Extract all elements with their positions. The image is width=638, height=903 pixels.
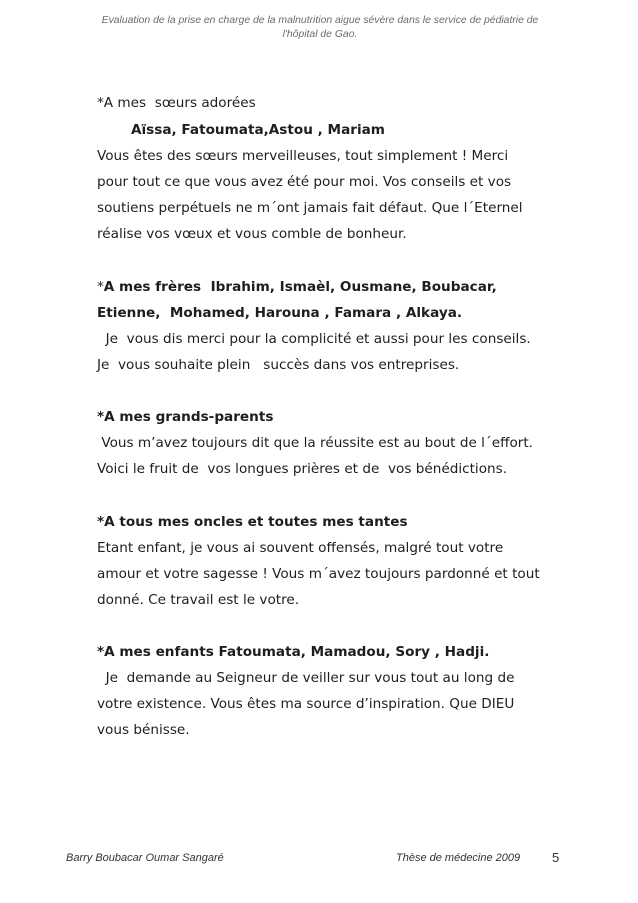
section-heading-freres: *A mes frères Ibrahim, Ismaèl, Ousmane, Boubacar, xyxy=(97,279,497,295)
page-number: 5 xyxy=(552,850,560,865)
footer-author: Barry Boubacar Oumar Sangaré xyxy=(66,852,224,864)
freres-text-line: Je vous souhaite plein succès dans vos entreprises. xyxy=(97,357,460,373)
soeurs-text-line: Vous êtes des sœurs merveilleuses, tout simplement ! Merci xyxy=(97,148,509,164)
enfants-text-line: Je demande au Seigneur de veiller sur vous tout au long de xyxy=(97,670,515,686)
soeurs-text-line: soutiens perpétuels ne m´ont jamais fait défaut. Que l´Eternel xyxy=(97,200,523,216)
page-header xyxy=(70,14,570,42)
freres-text-line: Je vous dis merci pour la complicité et aussi pour les conseils. xyxy=(97,331,531,347)
soeurs-text-line: pour tout ce que vous avez été pour moi. Vos conseils et vos xyxy=(97,174,512,190)
section-heading-oncles: *A tous mes oncles et toutes mes tantes xyxy=(97,514,408,530)
oncles-text-line: amour et votre sagesse ! Vous m´avez toujours pardonné et tout xyxy=(97,566,540,582)
footer-thesis: Thèse de médecine 2009 xyxy=(396,852,521,864)
soeurs-text-line: réalise vos vœux et vous comble de bonheur. xyxy=(97,226,407,242)
header-line-2: l'hôpital de Gao. xyxy=(282,29,358,40)
enfants-text-line: vous bénisse. xyxy=(97,722,190,738)
header-line-1: Evaluation de la prise en charge de la malnutrition aigue sévère dans le service de pédiatrie de xyxy=(101,15,539,26)
section-heading-enfants: *A mes enfants Fatoumata, Mamadou, Sory , Hadji. xyxy=(97,644,490,660)
section-heading-soeurs: *A mes sœurs adorées xyxy=(97,95,256,111)
section-heading-grands-parents: *A mes grands-parents xyxy=(97,409,274,425)
grands-parents-text-line: Voici le fruit de vos longues prières et de vos bénédictions. xyxy=(97,461,508,477)
oncles-text-line: Etant enfant, je vous ai souvent offensés, malgré tout votre xyxy=(97,540,504,556)
enfants-text-line: votre existence. Vous êtes ma source d’inspiration. Que DIEU xyxy=(97,696,515,712)
freres-heading-line-2: Etienne, Mohamed, Harouna , Famara , Alkaya. xyxy=(97,305,463,321)
oncles-text-line: donné. Ce travail est le votre. xyxy=(97,592,300,608)
soeurs-names: Aïssa, Fatoumata,Astou , Mariam xyxy=(131,122,385,138)
grands-parents-text-line: Vous m’avez toujours dit que la réussite est au bout de l´effort. xyxy=(97,435,534,451)
